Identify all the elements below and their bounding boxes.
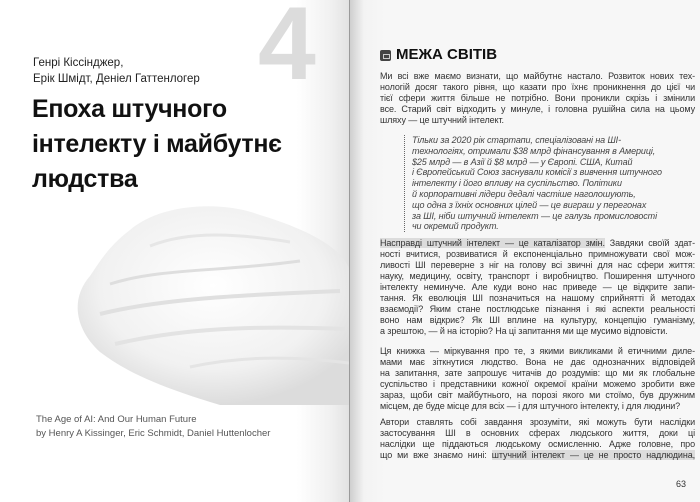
section-title: МЕЖА СВІТІВ <box>396 46 498 63</box>
paragraph-2 <box>380 238 695 337</box>
text-line: все. Старий світ відходить у минуле, і головна рушійна сила на цьому <box>380 104 695 114</box>
text-line: на запитання, зате запрошує читачів до роздумів: що ми як глобальне <box>380 368 695 378</box>
quote-line: Тільки за 2020 рік стартапи, спеціалізовані на ШІ- <box>412 135 621 145</box>
text-line: мами має зіткнутися людство. Вона не дає однозначних відповідей <box>380 357 695 367</box>
text-line: ливості ШІ переверне з ніг на голову всі звичні для нас сфери життя: <box>380 260 695 270</box>
paragraph-1 <box>380 71 695 126</box>
caption-line: by Henry A Kissinger, Eric Schmidt, Daniel Huttenlocher <box>36 428 271 439</box>
text-line: інтелекту неминуче. Але куди воно нас приведе — це відкрите запи- <box>380 282 695 292</box>
text-line: зараз, щоби світ майбутнього, на порозі якого ми стоїмо, був дружним <box>380 390 695 400</box>
text-segment: Завдяки своїй здат- <box>604 238 695 248</box>
quote-line: й корпоративні лідери дедалі частіше наголошують, <box>412 188 636 199</box>
text-line: нологій досяг такого рівня, що казати про їхнє проникнення до цієї чи <box>380 82 695 92</box>
text-line: науку, медицину, освіту, транспорт і виробництво. Поширення штучного <box>380 271 695 281</box>
book-title <box>32 92 282 197</box>
title-line: Епоха штучного <box>32 95 227 123</box>
quote-line: що одна з їхніх основних цілей — це виграш у перегонах <box>412 199 647 210</box>
text-line: Ми всі вже маємо визнати, що майбутнє настало. Розвиток нових тех- <box>380 71 695 81</box>
text-line: воно нам відкриє? Як ШІ вплине на культуру, концепцію гуманізму, <box>380 315 695 325</box>
quote-line: за ШІ, ніби штучний інтелект — це галузь промисловості <box>412 210 657 221</box>
highlighted-text: Насправді штучний інтелект — це каталізатор змін. <box>380 238 605 248</box>
pull-quote <box>412 135 682 232</box>
text-line: ності вчитися, розвиватися й експоненціально примножувати свої мож- <box>380 249 695 259</box>
text-line: а зрештою, — й на історію? На ці запитання ми ще мусимо відповісти. <box>380 326 668 336</box>
book-authors <box>33 55 200 87</box>
quote-line: і Європейський Союз заснували комісії з вивчення штучного <box>412 167 662 178</box>
book-icon <box>380 50 391 61</box>
caption-line: The Age of AI: And Our Human Future <box>36 414 197 425</box>
text-segment: що ми вже знаємо нині: <box>380 450 492 460</box>
text-line: наслідки ще піддаються людському осмисленню. Адже головне, про <box>380 439 695 449</box>
text-line: тієї сфери життя більше не потрібно. Вони проникли скрізь і змінили <box>380 93 695 103</box>
text-line: застосування ШІ в основних сферах людського життя, доки ці <box>380 428 695 438</box>
text-line: суспільство і представники кожної окремої країни можемо зробити вже <box>380 379 695 389</box>
right-page <box>349 0 700 502</box>
quote-line: інтелекту і його впливу на суспільство. Політики <box>412 178 622 189</box>
text-line: шляху — це штучний інтелект. <box>380 115 504 125</box>
quote-line: чи окремий продукт. <box>412 221 499 232</box>
text-line: Автори ставлять собі завдання зрозуміти, які можуть бути наслідки <box>380 417 695 427</box>
text-line: тання. Як еволюція ШІ позначиться на нашому сприйнятті й методах <box>380 293 695 303</box>
section-heading <box>380 46 695 64</box>
text-line <box>380 238 695 249</box>
title-line: людства <box>32 165 138 193</box>
title-line: інтелекту і майбутнє <box>32 130 282 158</box>
left-page <box>0 0 349 502</box>
quote-line: $25 млрд — в Азії й $8 млрд — у Європі. США, Китай <box>412 156 633 167</box>
text-line: місцем, де буде місце для всіх — і для штучного інтелекту, і для людини? <box>380 401 681 411</box>
paragraph-4 <box>380 417 695 461</box>
highlighted-text: штучний інтелект — це не просто надлюдина, <box>491 450 695 460</box>
cover-sculpture-image <box>70 200 349 405</box>
author-line: Генрі Кіссінджер, <box>33 57 124 69</box>
text-line: Ця книжка — міркування про те, з якими викликами й етичними диле- <box>380 346 695 356</box>
quote-line: технологіях, отримали $38 млрд фінансування в Америці, <box>412 145 656 156</box>
page-number: 63 <box>676 479 687 489</box>
original-title-caption <box>36 413 270 441</box>
author-line: Ерік Шмідт, Деніел Гаттенлогер <box>33 73 200 85</box>
text-line: взаємодії? Яким стане постлюдське пізнання і які аспекти реальності <box>380 304 695 314</box>
text-line <box>380 450 695 461</box>
chapter-number: 4 <box>258 0 316 102</box>
paragraph-3 <box>380 346 695 412</box>
quote-border <box>404 135 405 232</box>
